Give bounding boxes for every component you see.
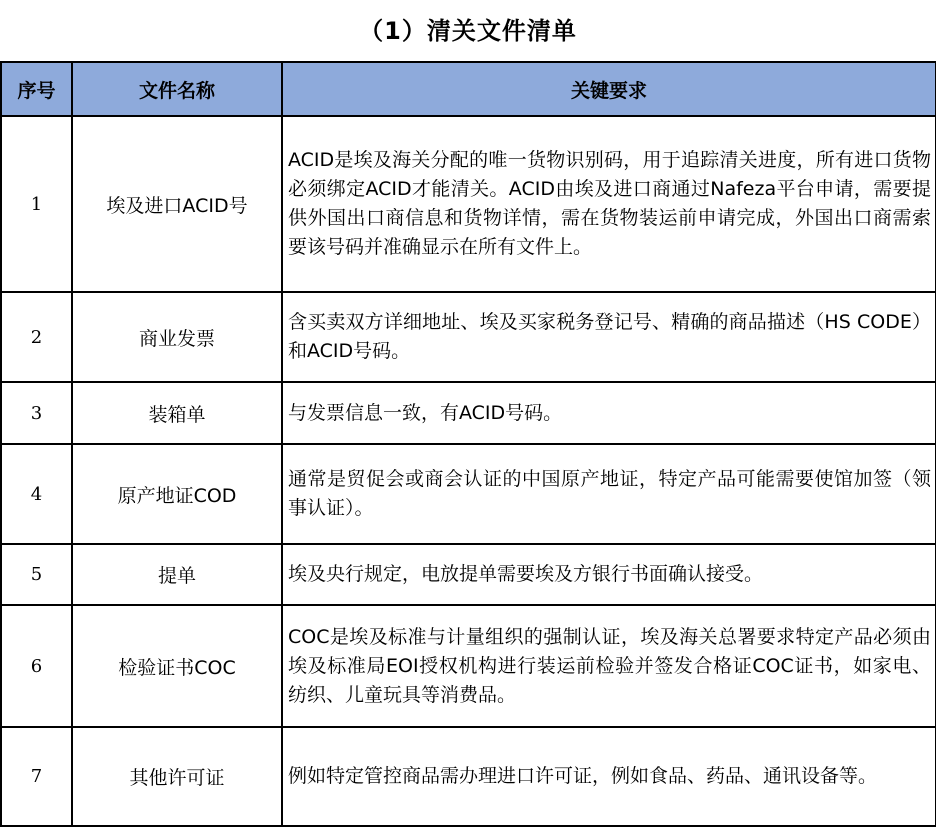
row-requirement: COC是埃及标准与计量组织的强制认证，埃及海关总署要求特定产品必须由埃及标准局EOI授权机构进行装运前检验并签发合格证COC证书，如家电、纺织、儿童玩具等消费品。 xyxy=(282,605,936,727)
row-document-name: 原产地证COD xyxy=(72,444,282,544)
row-requirement: 埃及央行规定，电放提单需要埃及方银行书面确认接受。 xyxy=(282,544,936,605)
row-document-name: 埃及进口ACID号 xyxy=(72,116,282,292)
table-header-row xyxy=(1,62,936,116)
row-document-name: 提单 xyxy=(72,544,282,605)
row-requirement: ACID是埃及海关分配的唯一货物识别码，用于追踪清关进度，所有进口货物必须绑定ACID才能清关。ACID由埃及进口商通过Nafeza平台申请，需要提供外国出口商信息和货物详情，需在货物装运前申请完成，外国出口商需索要该号码并准确显示在所有文件上。 xyxy=(282,116,936,292)
table-row xyxy=(1,727,936,826)
column-header-name: 文件名称 xyxy=(72,62,282,116)
row-no: 5 xyxy=(1,544,72,605)
table-row xyxy=(1,382,936,444)
row-no: 7 xyxy=(1,727,72,826)
row-requirement: 含买卖双方详细地址、埃及买家税务登记号、精确的商品描述（HS CODE）和ACID号码。 xyxy=(282,292,936,382)
row-document-name: 装箱单 xyxy=(72,382,282,444)
row-requirement: 通常是贸促会或商会认证的中国原产地证，特定产品可能需要使馆加签（领事认证）。 xyxy=(282,444,936,544)
table-row xyxy=(1,544,936,605)
table-row xyxy=(1,444,936,544)
row-requirement: 例如特定管控商品需办理进口许可证，例如食品、药品、通讯设备等。 xyxy=(282,727,936,826)
table-row xyxy=(1,116,936,292)
row-document-name: 检验证书COC xyxy=(72,605,282,727)
row-document-name: 商业发票 xyxy=(72,292,282,382)
column-header-requirement: 关键要求 xyxy=(282,62,936,116)
column-header-no: 序号 xyxy=(1,62,72,116)
row-no: 2 xyxy=(1,292,72,382)
customs-documents-table xyxy=(0,61,936,827)
row-no: 3 xyxy=(1,382,72,444)
table-row xyxy=(1,292,936,382)
row-no: 6 xyxy=(1,605,72,727)
row-no: 1 xyxy=(1,116,72,292)
page-title: （1）清关文件清单 xyxy=(359,17,577,45)
row-no: 4 xyxy=(1,444,72,544)
table-row xyxy=(1,605,936,727)
row-document-name: 其他许可证 xyxy=(72,727,282,826)
row-requirement: 与发票信息一致，有ACID号码。 xyxy=(282,382,936,444)
